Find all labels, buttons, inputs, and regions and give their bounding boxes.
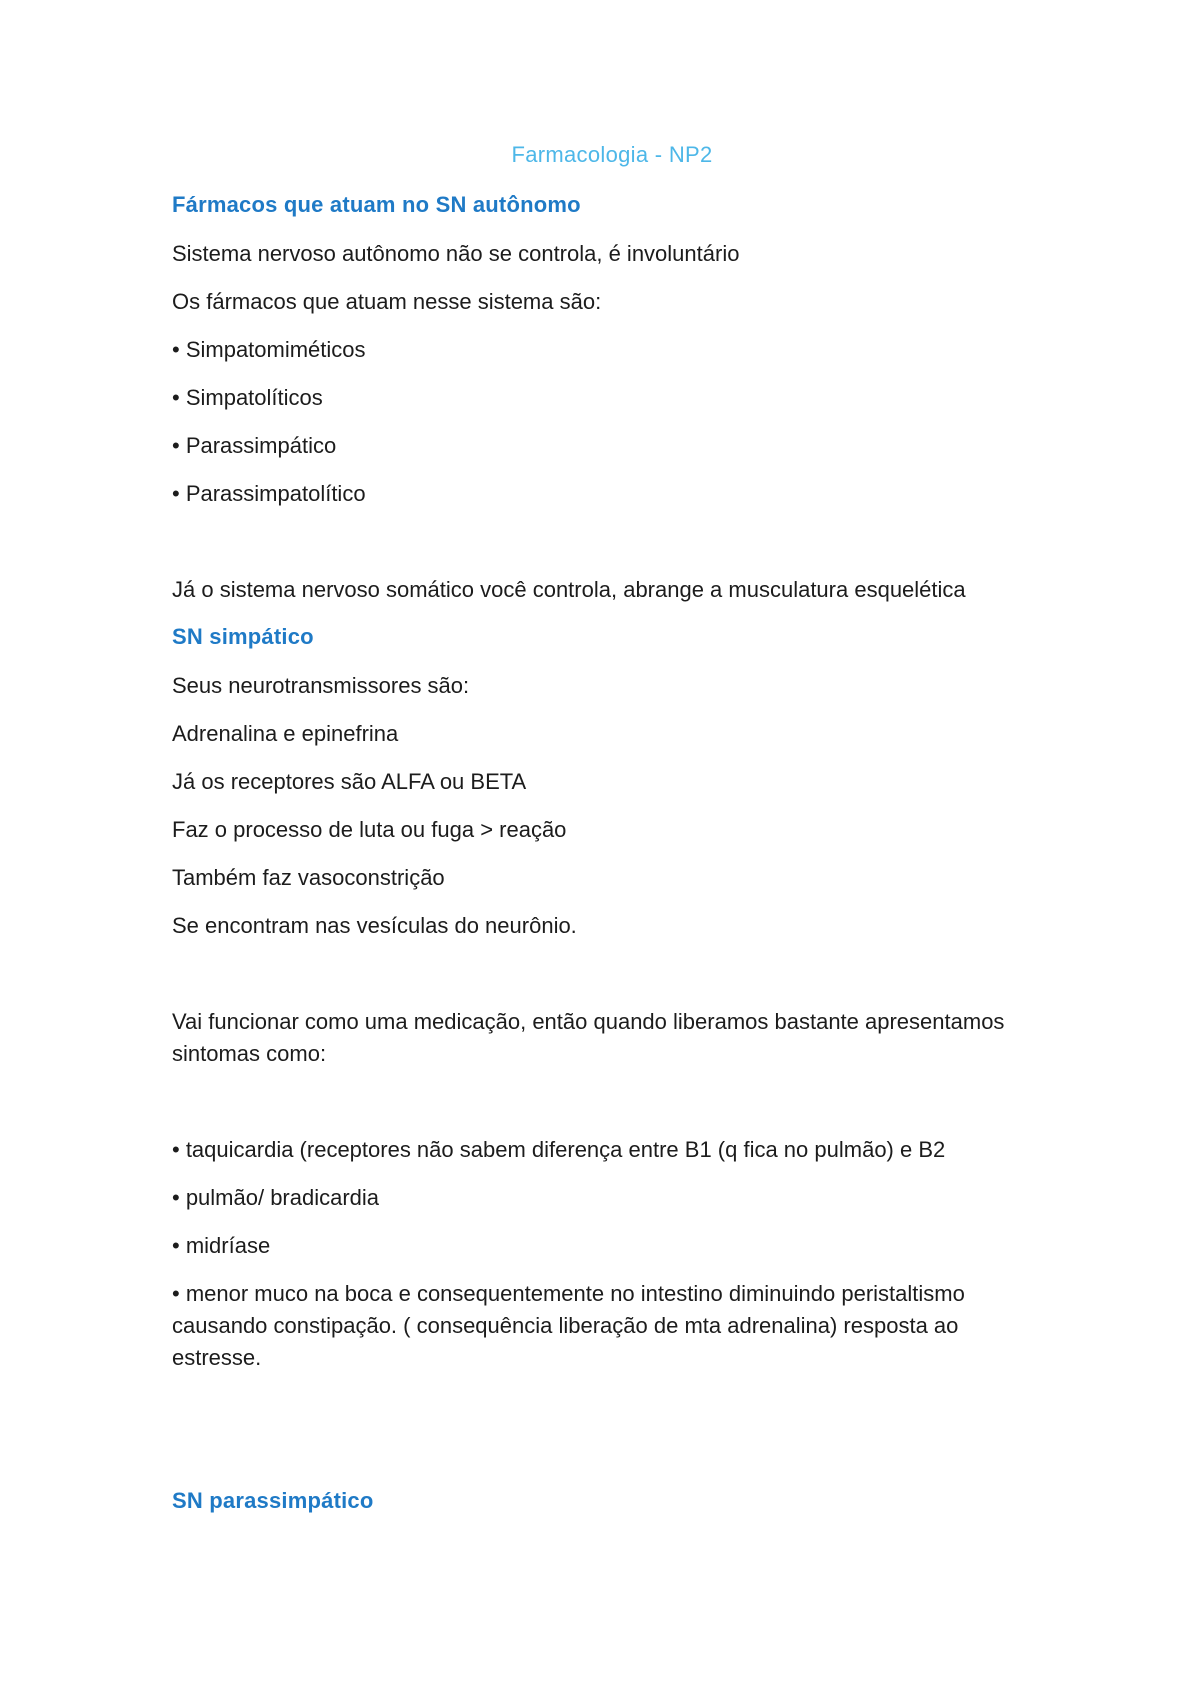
spacer	[172, 1086, 1052, 1134]
list-item: • Simpatolíticos	[172, 385, 323, 410]
list-item: • Parassimpatolítico	[172, 481, 366, 506]
list-item: • menor muco na boca e consequentemente no intestino diminuindo peristaltismo causando constipação. ( consequência liberação de mta adrenalina) resposta ao estresse.	[172, 1281, 965, 1370]
list-item: • pulmão/ bradicardia	[172, 1185, 380, 1210]
paragraph: Sistema nervoso autônomo não se controla, é involuntário	[172, 241, 740, 266]
spacer	[172, 526, 1052, 574]
paragraph: Adrenalina e epinefrina	[172, 721, 399, 746]
section-heading-sn-simpatico: SN simpático	[172, 624, 314, 649]
list-item: • midríase	[172, 1233, 271, 1258]
paragraph: Faz o processo de luta ou fuga > reação	[172, 817, 567, 842]
section-heading-sn-parassimpatico: SN parassimpático	[172, 1488, 374, 1513]
paragraph: Também faz vasoconstrição	[172, 865, 445, 890]
section-heading-sn-autonomo: Fármacos que atuam no SN autônomo	[172, 192, 581, 217]
paragraph: Já o sistema nervoso somático você controla, abrange a musculatura esquelética	[172, 577, 966, 602]
spacer	[172, 1390, 1052, 1486]
document-title: Farmacologia - NP2	[511, 142, 713, 167]
list-item: • taquicardia (receptores não sabem diferença entre B1 (q fica no pulmão) e B2	[172, 1137, 946, 1162]
paragraph: Se encontram nas vesículas do neurônio.	[172, 913, 577, 938]
paragraph: Seus neurotransmissores são:	[172, 673, 470, 698]
paragraph: Já os receptores são ALFA ou BETA	[172, 769, 527, 794]
paragraph: Vai funcionar como uma medicação, então quando liberamos bastante apresentamos sintomas como:	[172, 1009, 1005, 1066]
list-item: • Simpatomiméticos	[172, 337, 366, 362]
spacer	[172, 958, 1052, 1006]
document-page	[172, 140, 1052, 1534]
list-item: • Parassimpático	[172, 433, 337, 458]
paragraph: Os fármacos que atuam nesse sistema são:	[172, 289, 602, 314]
